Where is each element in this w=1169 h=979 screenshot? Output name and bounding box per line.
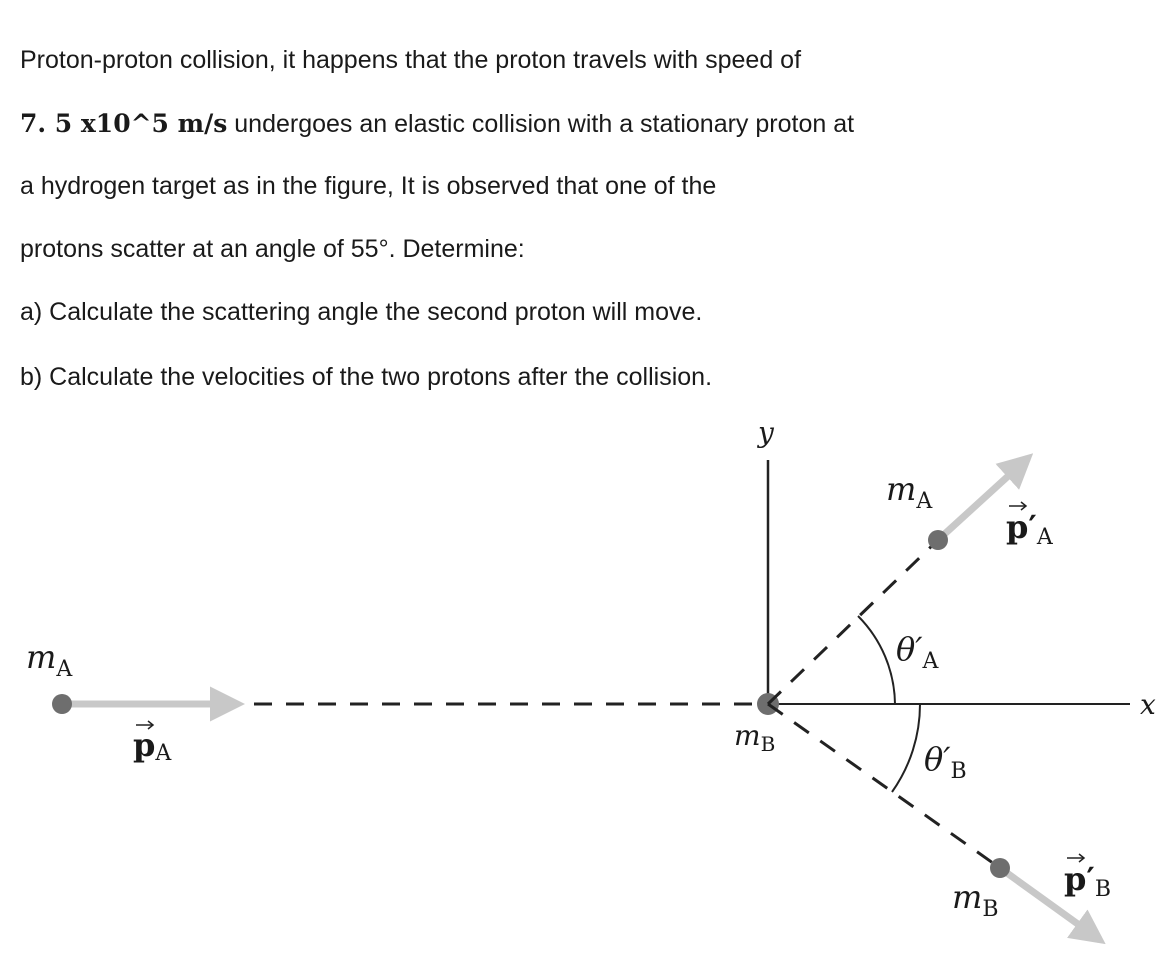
scattered-a-path (768, 540, 938, 704)
question-a: a) Calculate the scattering angle the second proton will move. (20, 298, 703, 326)
angle-arc-b (892, 704, 920, 792)
svg-text:p′B: p′B (1064, 860, 1111, 902)
x-axis-label: x (1140, 688, 1156, 721)
problem-line-1: Proton-proton collision, it happens that the proton travels with speed of (20, 46, 802, 74)
angle-arc-a (858, 616, 895, 704)
speed-value: 7. 5 x10^5 m/s (20, 109, 228, 138)
svg-text:p′A: p′A (1006, 508, 1053, 550)
mass-b-target-label: $m_B$ (734, 719, 776, 756)
proton-a-scattered (928, 530, 948, 550)
scattered-b-path (768, 704, 1000, 868)
theta-a-label: $\theta'_A$ (896, 630, 939, 674)
svg-text:pA: pA (133, 726, 172, 766)
question-b: b) Calculate the velocities of the two protons after the collision. (20, 363, 713, 391)
momentum-a-prime-label (1006, 502, 1054, 550)
problem-line-2-rest: undergoes an elastic collision with a stationary proton at (227, 110, 855, 138)
y-axis-label: y (758, 416, 774, 449)
proton-b-scattered (990, 858, 1010, 878)
collision-diagram (0, 400, 1169, 979)
collision-diagram-svg (0, 400, 1169, 979)
momentum-a-label (133, 721, 172, 766)
mass-b-scattered-label: $m_B$ (952, 878, 999, 922)
proton-a-incoming (52, 694, 72, 714)
mass-a-scattered-label: $m_A$ (886, 470, 933, 514)
problem-line-4: protons scatter at an angle of 55°. Determine: (20, 235, 525, 263)
mass-a-incoming-label: $m_A$ (26, 638, 73, 682)
problem-line-3: a hydrogen target as in the figure, It is observed that one of the (20, 172, 717, 200)
problem-line-2 (20, 108, 854, 140)
theta-b-label: $\theta'_B$ (924, 740, 967, 784)
momentum-b-prime-label (1064, 854, 1111, 902)
